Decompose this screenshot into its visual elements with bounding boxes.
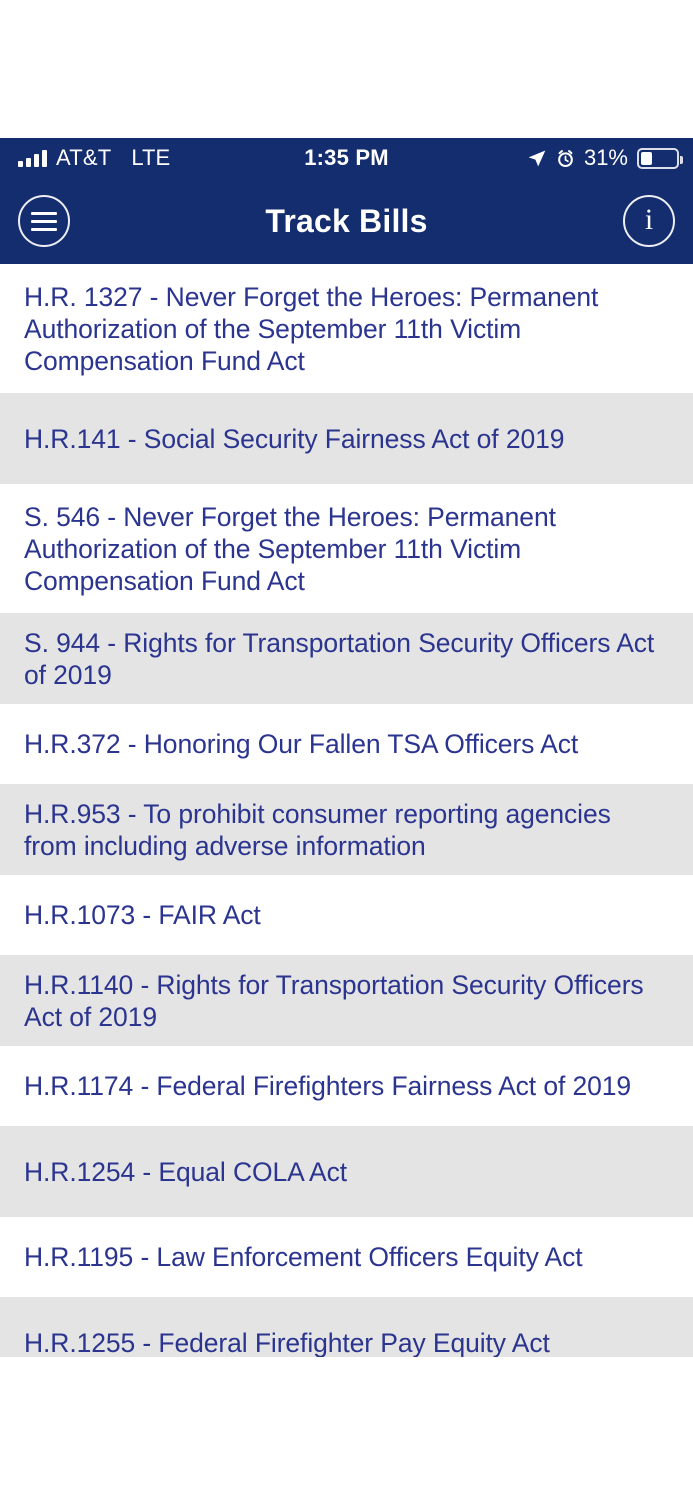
bill-list-item[interactable] xyxy=(0,784,693,875)
bill-title: H.R.1255 - Federal Firefighter Pay Equity Act xyxy=(24,1327,550,1357)
bottom-blank-area xyxy=(0,1357,693,1500)
bill-list-item[interactable] xyxy=(0,955,693,1046)
bill-list-item[interactable] xyxy=(0,393,693,484)
bill-list-item[interactable] xyxy=(0,613,693,704)
navigation-bar xyxy=(0,178,693,264)
bill-title: H.R.1195 - Law Enforcement Officers Equity Act xyxy=(24,1242,583,1272)
bill-title: H.R.1073 - FAIR Act xyxy=(24,900,261,930)
status-bar-right xyxy=(527,145,693,171)
location-arrow-icon xyxy=(527,148,547,168)
bill-title: H.R.372 - Honoring Our Fallen TSA Officers Act xyxy=(24,729,579,759)
bill-title: H.R.1174 - Federal Firefighters Fairness Act of 2019 xyxy=(24,1071,632,1101)
clock-label: 1:35 PM xyxy=(304,145,389,170)
carrier-label: AT&T xyxy=(56,145,112,170)
bill-list-item[interactable] xyxy=(0,704,693,784)
bill-title: H.R.1254 - Equal COLA Act xyxy=(24,1156,348,1187)
status-bar-left xyxy=(0,145,170,171)
info-icon: i xyxy=(644,203,654,236)
hamburger-menu-button[interactable] xyxy=(18,195,70,247)
bill-title: H.R.1140 - Rights for Transportation Security Officers Act of 2019 xyxy=(24,969,644,1032)
alarm-clock-icon xyxy=(556,149,575,168)
bill-list-item[interactable] xyxy=(0,484,693,613)
bill-list[interactable] xyxy=(0,264,693,1357)
network-type-label: LTE xyxy=(131,145,171,170)
battery-icon xyxy=(637,148,679,169)
status-bar xyxy=(0,138,693,178)
bill-list-item[interactable] xyxy=(0,875,693,955)
bill-title: S. 944 - Rights for Transportation Security Officers Act of 2019 xyxy=(24,627,655,690)
bill-title: H.R. 1327 - Never Forget the Heroes: Permanent Authorization of the September 11th Victim Compensation Fund Act xyxy=(24,281,599,376)
battery-percent-label: 31% xyxy=(583,145,628,170)
top-blank-area xyxy=(0,0,693,138)
bill-list-item[interactable] xyxy=(0,1126,693,1217)
bill-title: H.R.953 - To prohibit consumer reporting agencies from including adverse information xyxy=(24,798,611,861)
hamburger-menu-icon xyxy=(31,212,57,231)
signal-bars-icon xyxy=(18,150,47,167)
info-button[interactable] xyxy=(623,195,675,247)
bill-list-item[interactable] xyxy=(0,1046,693,1126)
page-title: Track Bills xyxy=(265,202,428,239)
bill-list-item[interactable] xyxy=(0,1217,693,1297)
bill-list-item[interactable] xyxy=(0,264,693,393)
bill-title: S. 546 - Never Forget the Heroes: Permanent Authorization of the September 11th Victim Compensation Fund Act xyxy=(24,501,556,596)
bill-list-item[interactable] xyxy=(0,1297,693,1357)
bill-title: H.R.141 - Social Security Fairness Act of 2019 xyxy=(24,423,565,454)
